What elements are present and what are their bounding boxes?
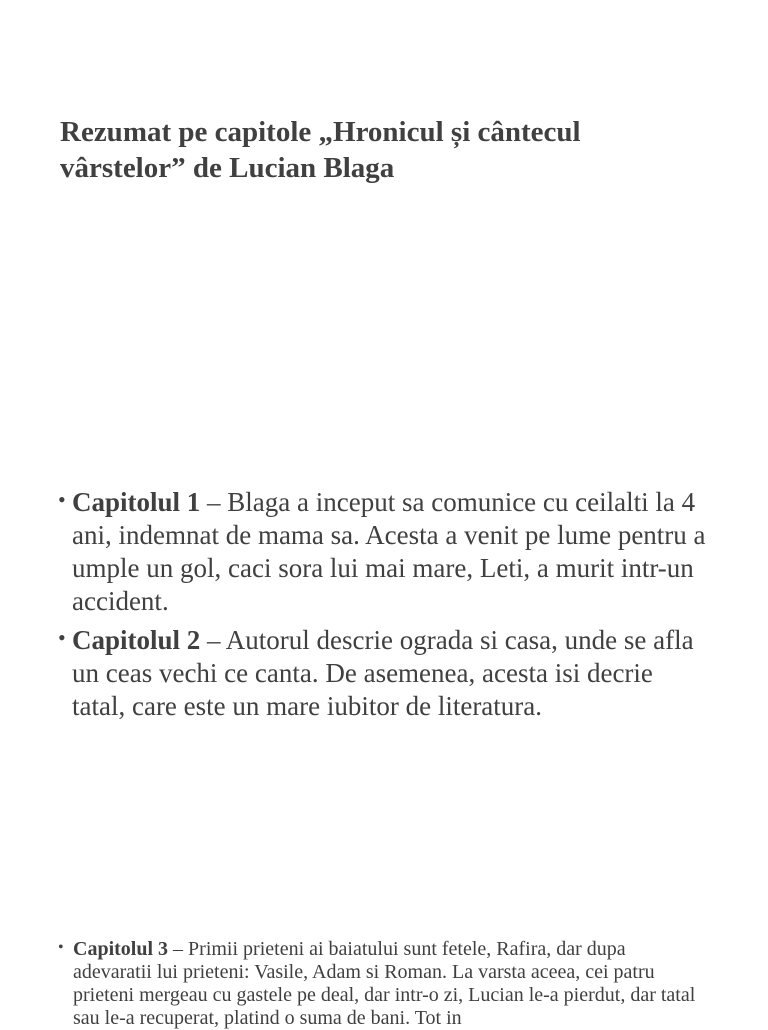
- bullet-icon: •: [58, 487, 66, 512]
- list-item: [58, 938, 708, 1030]
- chapter-text: – Autorul descrie ograda si casa, unde se afla un ceas vechi ce canta. De asemenea, acesta isi decrie tatal, care este un mare iubitor de literatura.: [72, 625, 694, 721]
- chapter-text: – Primii prieteni ai baiatului sunt fetele, Rafira, dar dupa adevaratii lui prieteni: Vasile, Adam si Roman. La varsta aceea, cei patru prieteni mergeau cu gastele pe deal, dar intr-o zi, Lucian le-a pierdut, dar tatal sau le-a recuperat, platind o suma de bani. Tot in: [73, 938, 696, 1029]
- bullet-icon: •: [58, 625, 66, 650]
- chapter-heading: Capitolul 2: [72, 625, 201, 655]
- chapter-list-continued: [58, 938, 708, 1030]
- chapter-heading: Capitolul 3: [73, 938, 169, 960]
- list-item: [58, 624, 708, 723]
- bullet-icon: •: [58, 939, 64, 956]
- chapter-list: [58, 486, 708, 729]
- chapter-heading: Capitolul 1: [72, 487, 201, 517]
- title-line-2: vârstelor” de Lucian Blaga: [60, 152, 395, 184]
- page-title: [60, 114, 720, 186]
- list-item: [58, 486, 708, 618]
- title-line-1: Rezumat pe capitole „Hronicul și cântecul: [60, 116, 581, 148]
- chapter-text: – Blaga a inceput sa comunice cu ceilalti la 4 ani, indemnat de mama sa. Acesta a venit pe lume pentru a umple un gol, caci sora lui mai mare, Leti, a murit intr-un accident.: [72, 487, 706, 616]
